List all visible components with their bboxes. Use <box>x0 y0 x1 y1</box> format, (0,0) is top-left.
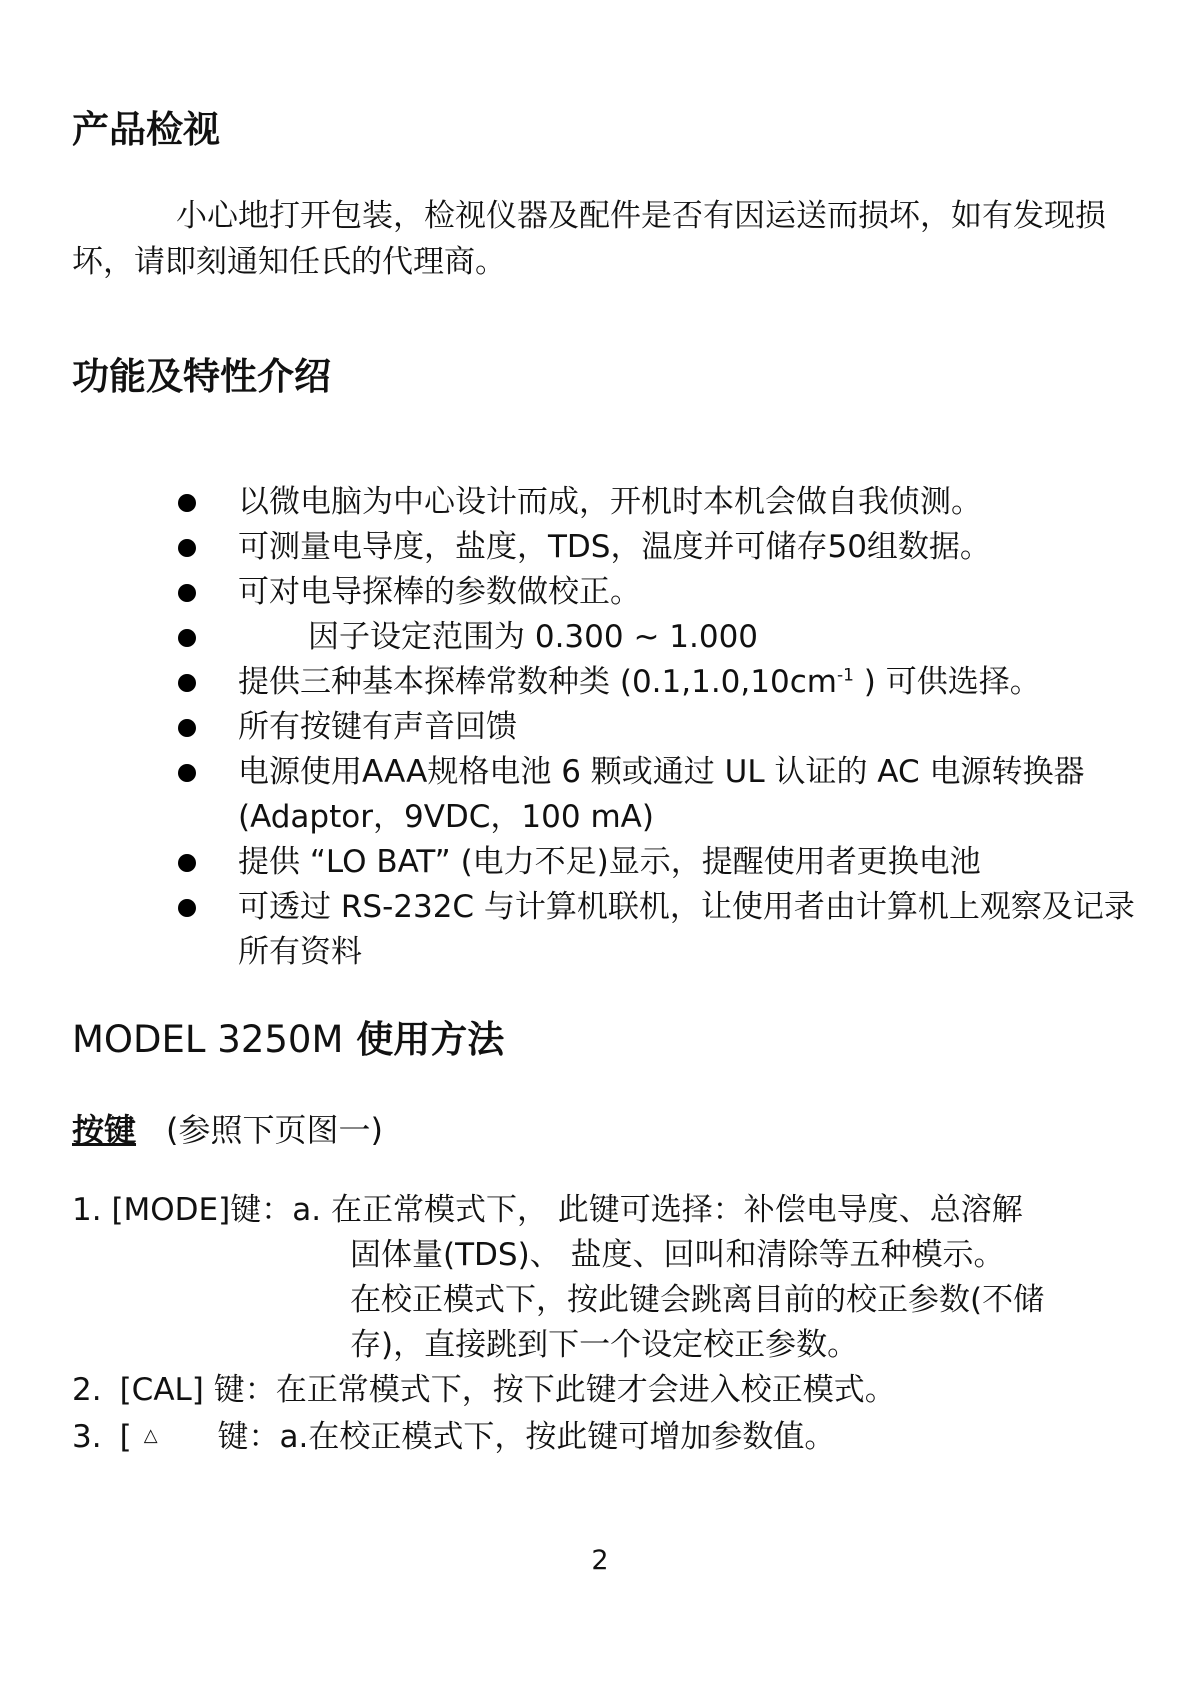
figure-reference: (参照下页图一) <box>166 1111 383 1149</box>
key-cal-row: 2. [CAL] 键：在正常模式下，按下此键才会进入校正模式。 <box>72 1372 896 1408</box>
list-item: 可对电导探棒的参数做校正。 <box>178 570 1138 615</box>
inspection-heading: 产品检视 <box>72 108 220 151</box>
cal-key-label: [CAL] <box>119 1372 204 1408</box>
key-mode-line: 存)，直接跳到下一个设定校正参数。 <box>350 1327 859 1363</box>
feature-list <box>178 480 1138 975</box>
bullet-icon <box>178 899 196 917</box>
bullet-icon <box>178 539 196 557</box>
list-item: 以微电脑为中心设计而成，开机时本机会做自我侦测。 <box>178 480 1138 525</box>
key-description-list <box>72 1188 1152 1460</box>
bullet-icon <box>178 719 196 737</box>
keys-heading <box>72 1110 383 1152</box>
bullet-icon <box>178 764 196 782</box>
usage-title: 使用方法 <box>356 1018 505 1061</box>
list-item: 可测量电导度，盐度，TDS，温度并可储存50组数据。 <box>178 525 1138 570</box>
unit-superscript: -1 <box>836 665 854 686</box>
inspection-paragraph: 小心地打开包装，检视仪器及配件是否有因运送而损坏，如有发现损坏，请即刻通知任氏的代理商。 <box>72 198 1106 280</box>
triangle-up-icon: △ <box>143 1425 158 1446</box>
list-item: 提供三种基本探棒常数种类 ($0.1,1.0,10cm^{-1}$ ) 可供选择。 <box>178 660 1138 705</box>
usage-heading <box>72 1018 504 1062</box>
list-item: 电源使用AAA规格电池 6 颗或通过 UL 认证的 AC 电源转换器(Adaptor，9VDC，100 mA) <box>178 750 1138 840</box>
list-item: 可透过 RS-232C 与计算机联机，让使用者由计算机上观察及记录所有资料 <box>178 885 1138 975</box>
features-heading: 功能及特性介绍 <box>72 355 331 398</box>
key-up-row: 3. [ △ 键：a.在校正模式下，按此键可增加参数值。 <box>72 1419 836 1455</box>
key-mode-line: 在校正模式下，按此键会跳离目前的校正参数(不储 <box>350 1282 1045 1318</box>
list-item: 提供 “LO BAT” (电力不足)显示，提醒使用者更换电池 <box>178 840 1138 885</box>
keys-title: 按键 <box>72 1111 137 1149</box>
bullet-icon <box>178 584 196 602</box>
page-number: 2 <box>591 1545 609 1576</box>
model-name: MODEL 3250M <box>72 1018 344 1061</box>
key-mode-line: 固体量(TDS)、 盐度、回叫和清除等五种模示。 <box>350 1237 1005 1273</box>
up-key-label: [ <box>119 1419 132 1455</box>
bullet-icon <box>178 854 196 872</box>
bullet-icon <box>178 674 196 692</box>
bullet-icon <box>178 494 196 512</box>
list-item: 所有按键有声音回馈 <box>178 705 1138 750</box>
mode-key-label: [MODE]键： <box>111 1192 293 1228</box>
bullet-icon <box>178 629 196 647</box>
key-mode-row: 1. [MODE]键：a. 在正常模式下， 此键可选择：补偿电导度、总溶解 <box>72 1192 1023 1228</box>
list-item: 因子设定范围为 0.300 ~ 1.000 <box>178 615 1138 660</box>
